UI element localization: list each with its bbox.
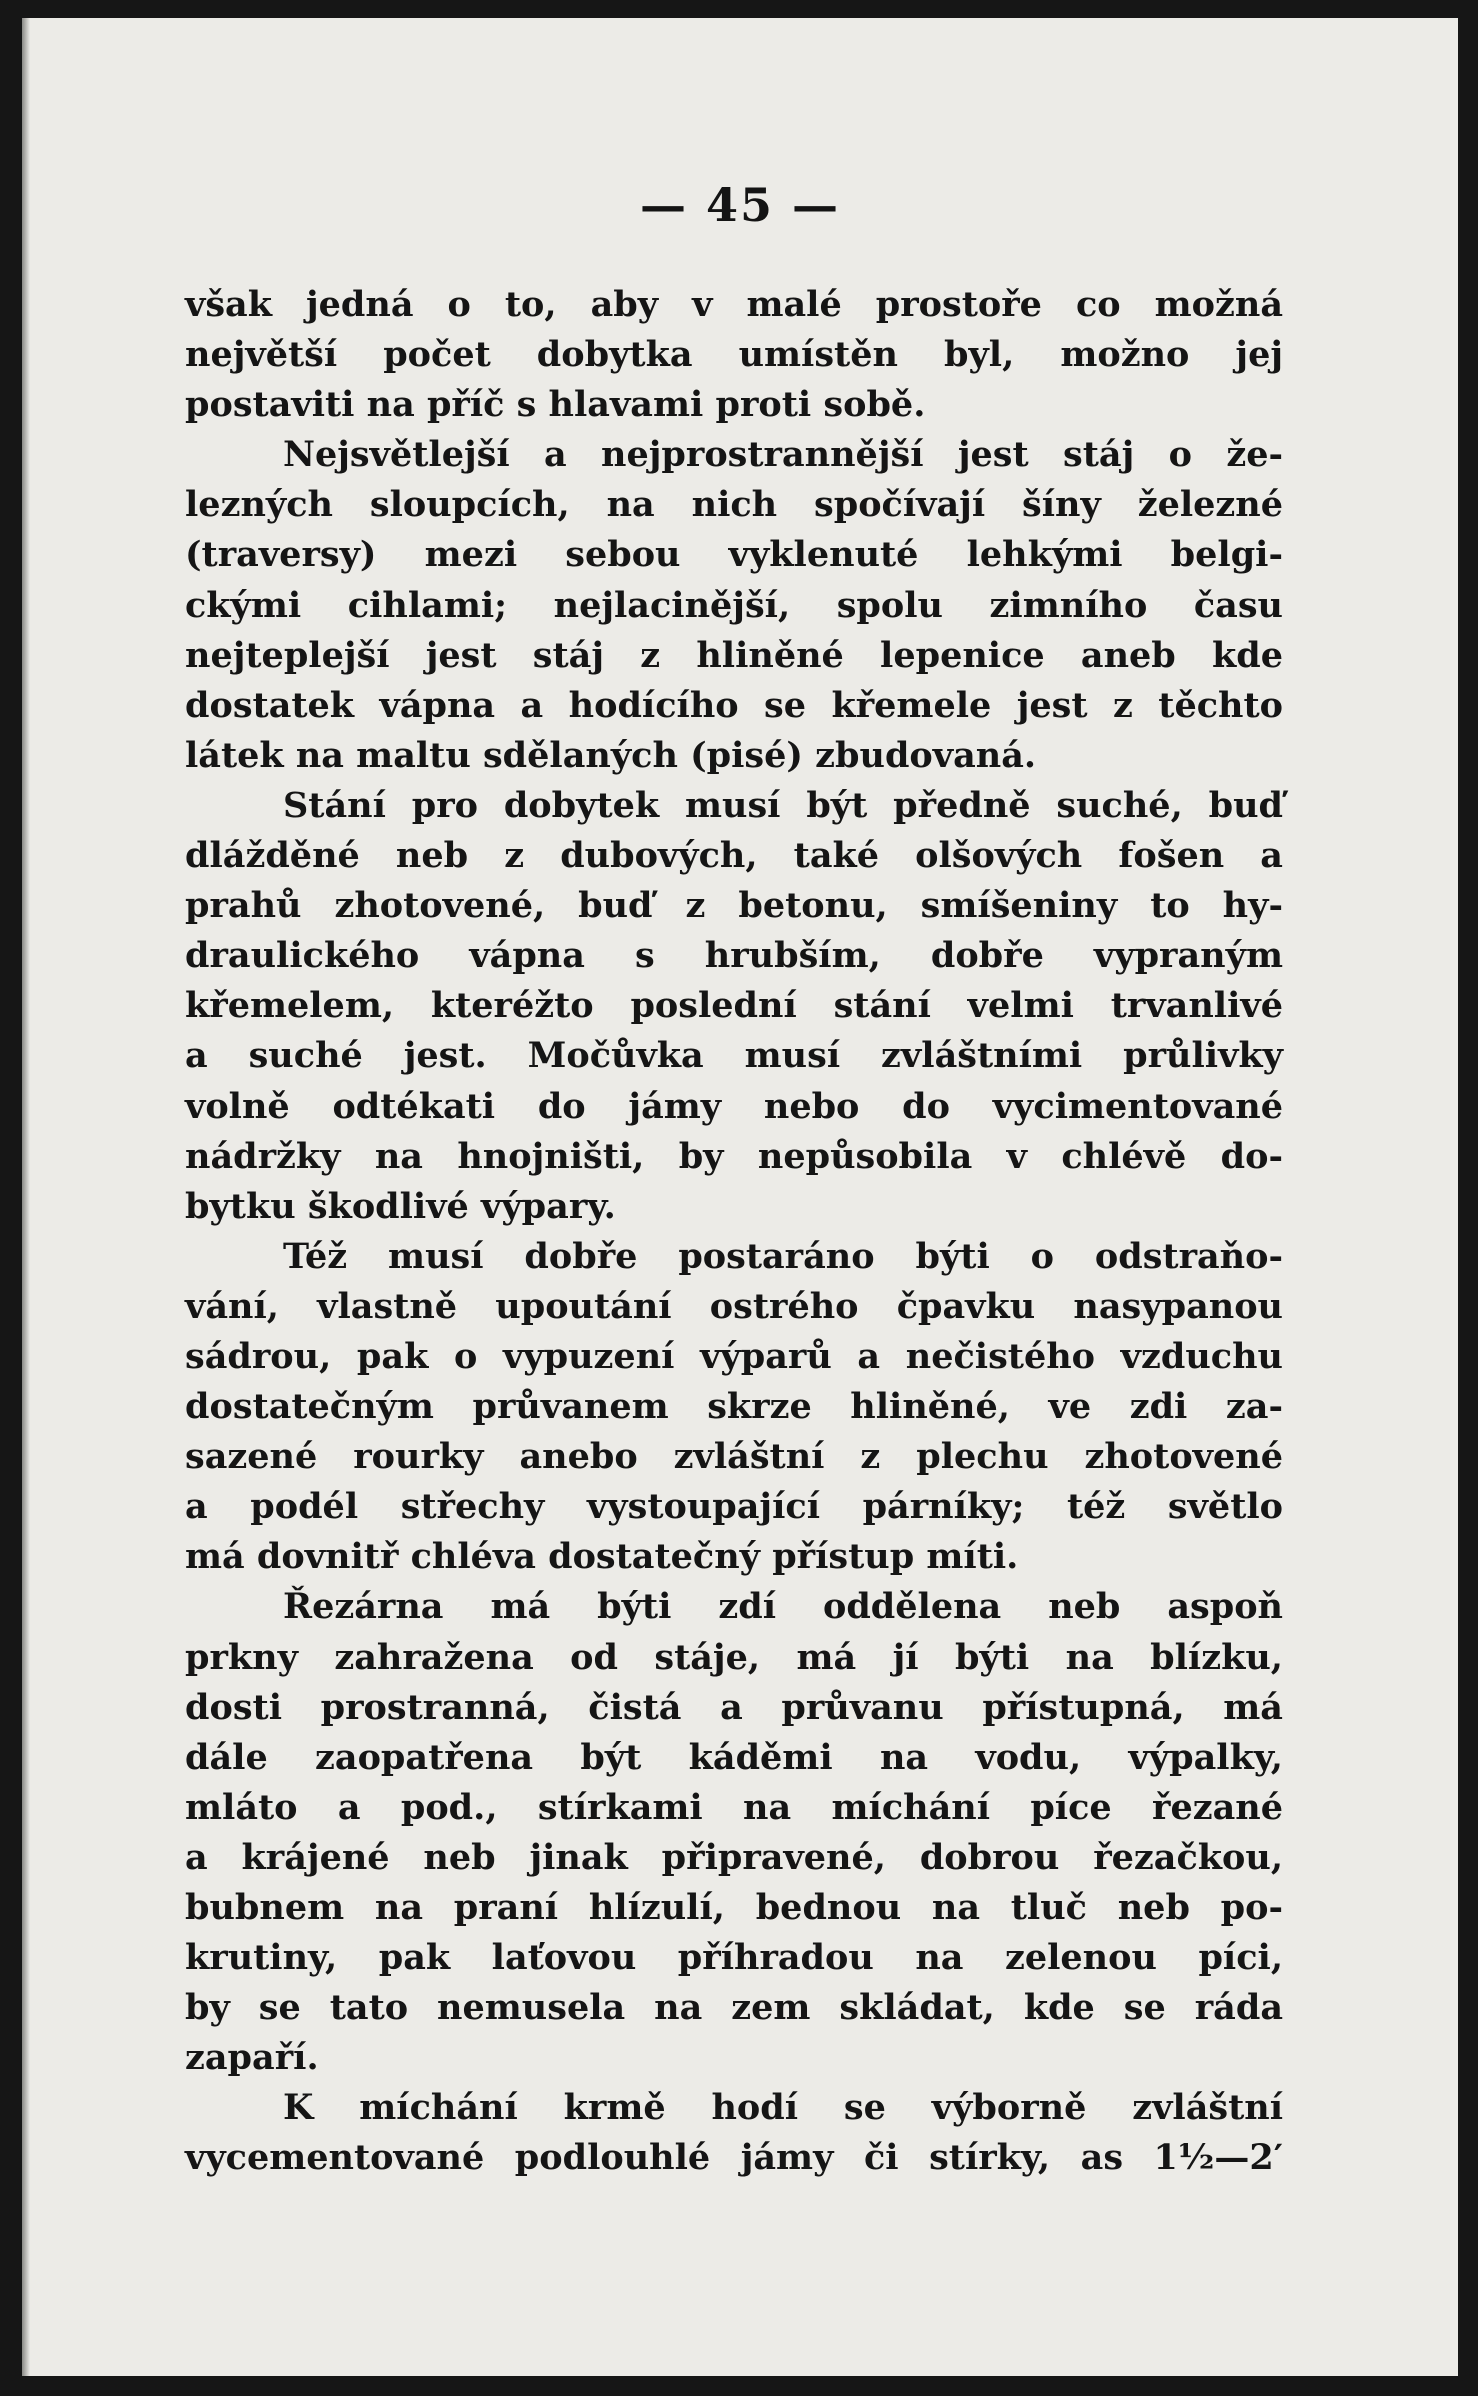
text-line: Stání pro dobytek musí být předně suché, buď: [283, 784, 1283, 826]
text-line: a podél střechy vystoupající párníky; též světlo: [185, 1486, 1283, 1528]
text-line: nádržky na hnojništi, by nepůsobila v chlévě do-: [185, 1135, 1283, 1177]
text-line: Též musí dobře postaráno býti o odstraňo-: [283, 1235, 1283, 1277]
text-line: sazené rourky anebo zvláštní z plechu zhotovené: [185, 1436, 1283, 1478]
text-line: dostatek vápna a hodícího se křemele jest z těchto: [185, 684, 1283, 726]
text-line: dále zaopatřena být káděmi na vodu, výpalky,: [185, 1736, 1283, 1778]
text-line: dlážděné neb z dubových, také olšových fošen a: [185, 835, 1283, 877]
text-line: bytku škodlivé výpary.: [185, 1185, 616, 1227]
page-number: — 45 —: [639, 178, 841, 232]
text-line: nejteplejší jest stáj z hliněné lepenice aneb kde: [185, 634, 1283, 676]
text-line: krutiny, pak laťovou příhradou na zelenou píci,: [185, 1937, 1283, 1979]
text-line: látek na maltu sdělaných (pisé) zbudovaná.: [185, 734, 1037, 776]
text-line: draulického vápna s hrubším, dobře vypraným: [185, 935, 1283, 977]
book-page: [22, 18, 1458, 2376]
text-line: sádrou, pak o vypuzení výparů a nečistého vzduchu: [185, 1335, 1283, 1377]
text-line: mláto a pod., stírkami na míchání píce řezané: [185, 1786, 1283, 1828]
text-line: Nejsvětlejší a nejprostrannější jest stáj o že-: [283, 434, 1283, 476]
text-line: a suché jest. Močůvka musí zvláštními průlivky: [185, 1035, 1283, 1077]
text-line: lezných sloupcích, na nich spočívají šíny železné: [185, 484, 1283, 526]
text-line: volně odtékati do jámy nebo do vycimentované: [185, 1085, 1283, 1127]
text-line: zapaří.: [185, 2037, 319, 2079]
text-line: a krájené neb jinak připravené, dobrou řezačkou,: [185, 1836, 1283, 1878]
text-line: prkny zahražena od stáje, má jí býti na blízku,: [185, 1636, 1283, 1678]
text-line: křemelem, kteréžto poslední stání velmi trvanlivé: [185, 985, 1283, 1027]
text-line: největší počet dobytka umístěn byl, možno jej: [185, 334, 1283, 376]
text-line: Řezárna má býti zdí oddělena neb aspoň: [283, 1586, 1283, 1628]
text-line: ckými cihlami; nejlacinější, spolu zimního času: [185, 584, 1283, 626]
text-line: vání, vlastně upoutání ostrého čpavku nasypanou: [185, 1285, 1283, 1327]
text-line: postaviti na příč s hlavami proti sobě.: [185, 384, 926, 426]
text-line: vycementované podlouhlé jámy či stírky, as 1½—2′: [185, 2137, 1283, 2179]
page-edge-shadow: [22, 18, 30, 2376]
text-line: bubnem na praní hlízulí, bednou na tluč neb po-: [185, 1887, 1283, 1928]
body-text: [185, 280, 1283, 2184]
text-line: dostatečným průvanem skrze hliněné, ve zdi za-: [185, 1386, 1283, 1428]
text-line: má dovnitř chléva dostatečný přístup míti.: [185, 1536, 1019, 1578]
text-line: však jedná o to, aby v malé prostoře co možná: [185, 284, 1283, 325]
text-line: K míchání krmě hodí se výborně zvláštní: [283, 2087, 1283, 2129]
text-line: prahů zhotovené, buď z betonu, smíšeniny to hy-: [185, 885, 1283, 927]
text-line: dosti prostranná, čistá a průvanu přístupná, má: [185, 1686, 1283, 1728]
text-line: (traversy) mezi sebou vyklenuté lehkými belgi-: [185, 534, 1283, 576]
text-line: by se tato nemusela na zem skládat, kde se ráda: [185, 1987, 1283, 2029]
